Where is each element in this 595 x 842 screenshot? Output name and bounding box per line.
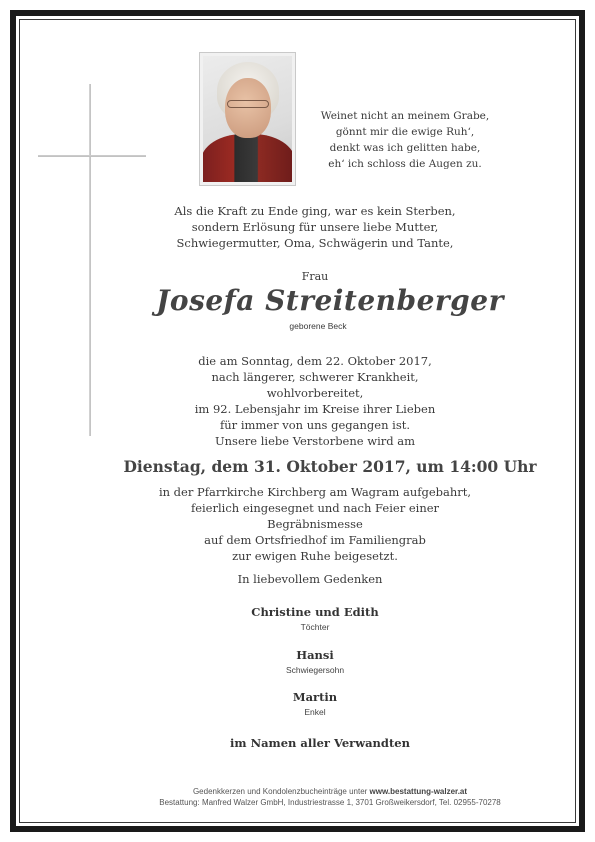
poem-verse [310,108,500,172]
footer-undertaker-address: Bestattung: Manfred Walzer GmbH, Industriestrasse 1, 3701 Großweikersdorf, Tel. 02955-70278 [159,798,501,807]
portrait-glasses [227,100,269,108]
ceremony-detail-line: auf dem Ortsfriedhof im Familiengrab [204,533,426,547]
death-notice-line: nach längerer, schwerer Krankheit, wohlvorbereitet, [211,370,419,400]
mourner-name: Christine und Edith [251,605,379,619]
closing-line: im Namen aller Verwandten [230,736,410,750]
intro-line: sondern Erlösung für unsere liebe Mutter, [191,220,439,234]
birth-name: geborene Beck [289,321,347,331]
death-notice [170,353,460,433]
portrait-photo [199,52,296,186]
portrait-face [225,78,271,138]
portrait-image [203,56,292,182]
cross-vertical-beam [89,84,91,436]
poem-line: Weinet nicht an meinem Grabe, [320,110,490,122]
mourner-role: Töchter [300,622,330,632]
salutation: Frau [301,270,329,283]
ceremony-detail-line: zur ewigen Ruhe beigesetzt. [232,549,398,563]
mourner-name: Hansi [296,648,334,662]
cross-horizontal-beam [38,155,146,157]
mourner-role: Enkel [304,707,326,717]
death-notice-line: für immer von uns gegangen ist. [220,418,410,432]
portrait-clothing [203,134,292,182]
death-notice-line: im 92. Lebensjahr im Kreise ihrer Lieben [194,402,436,416]
ceremony-intro: Unsere liebe Verstorbene wird am [214,434,416,448]
ceremony-date: Dienstag, dem 31. Oktober 2017, um 14:00 Uhr [123,457,537,476]
ceremony-detail-line: feierlich eingesegnet und nach Feier einer Begräbnismesse [190,501,440,531]
poem-line: denkt was ich gelitten habe, [329,142,481,154]
intro-line: Als die Kraft zu Ende ging, war es kein Sterben, [174,204,456,218]
intro-line: Schwiegermutter, Oma, Schwägerin und Tante, [176,236,454,250]
footer-condolence [120,786,540,797]
footer-website-link[interactable]: www.bestattung-walzer.at [369,787,468,796]
poem-line: eh‘ ich schloss die Augen zu. [328,158,482,170]
poem-line: gönnt mir die ewige Ruh‘, [335,126,475,138]
intro-text [150,203,480,251]
deceased-name: Josefa Streitenberger [156,284,504,317]
death-notice-line: die am Sonntag, dem 22. Oktober 2017, [198,354,432,368]
mourner-name: Martin [292,690,338,704]
footer-condolence-text: Gedenkkerzen und Kondolenzbucheinträge unter [192,787,368,796]
remembrance-heading: In liebevollem Gedenken [237,572,383,586]
ceremony-details [150,484,480,564]
mourner-role: Schwiegersohn [285,665,345,675]
ceremony-detail-line: in der Pfarrkirche Kirchberg am Wagram aufgebahrt, [158,485,472,499]
